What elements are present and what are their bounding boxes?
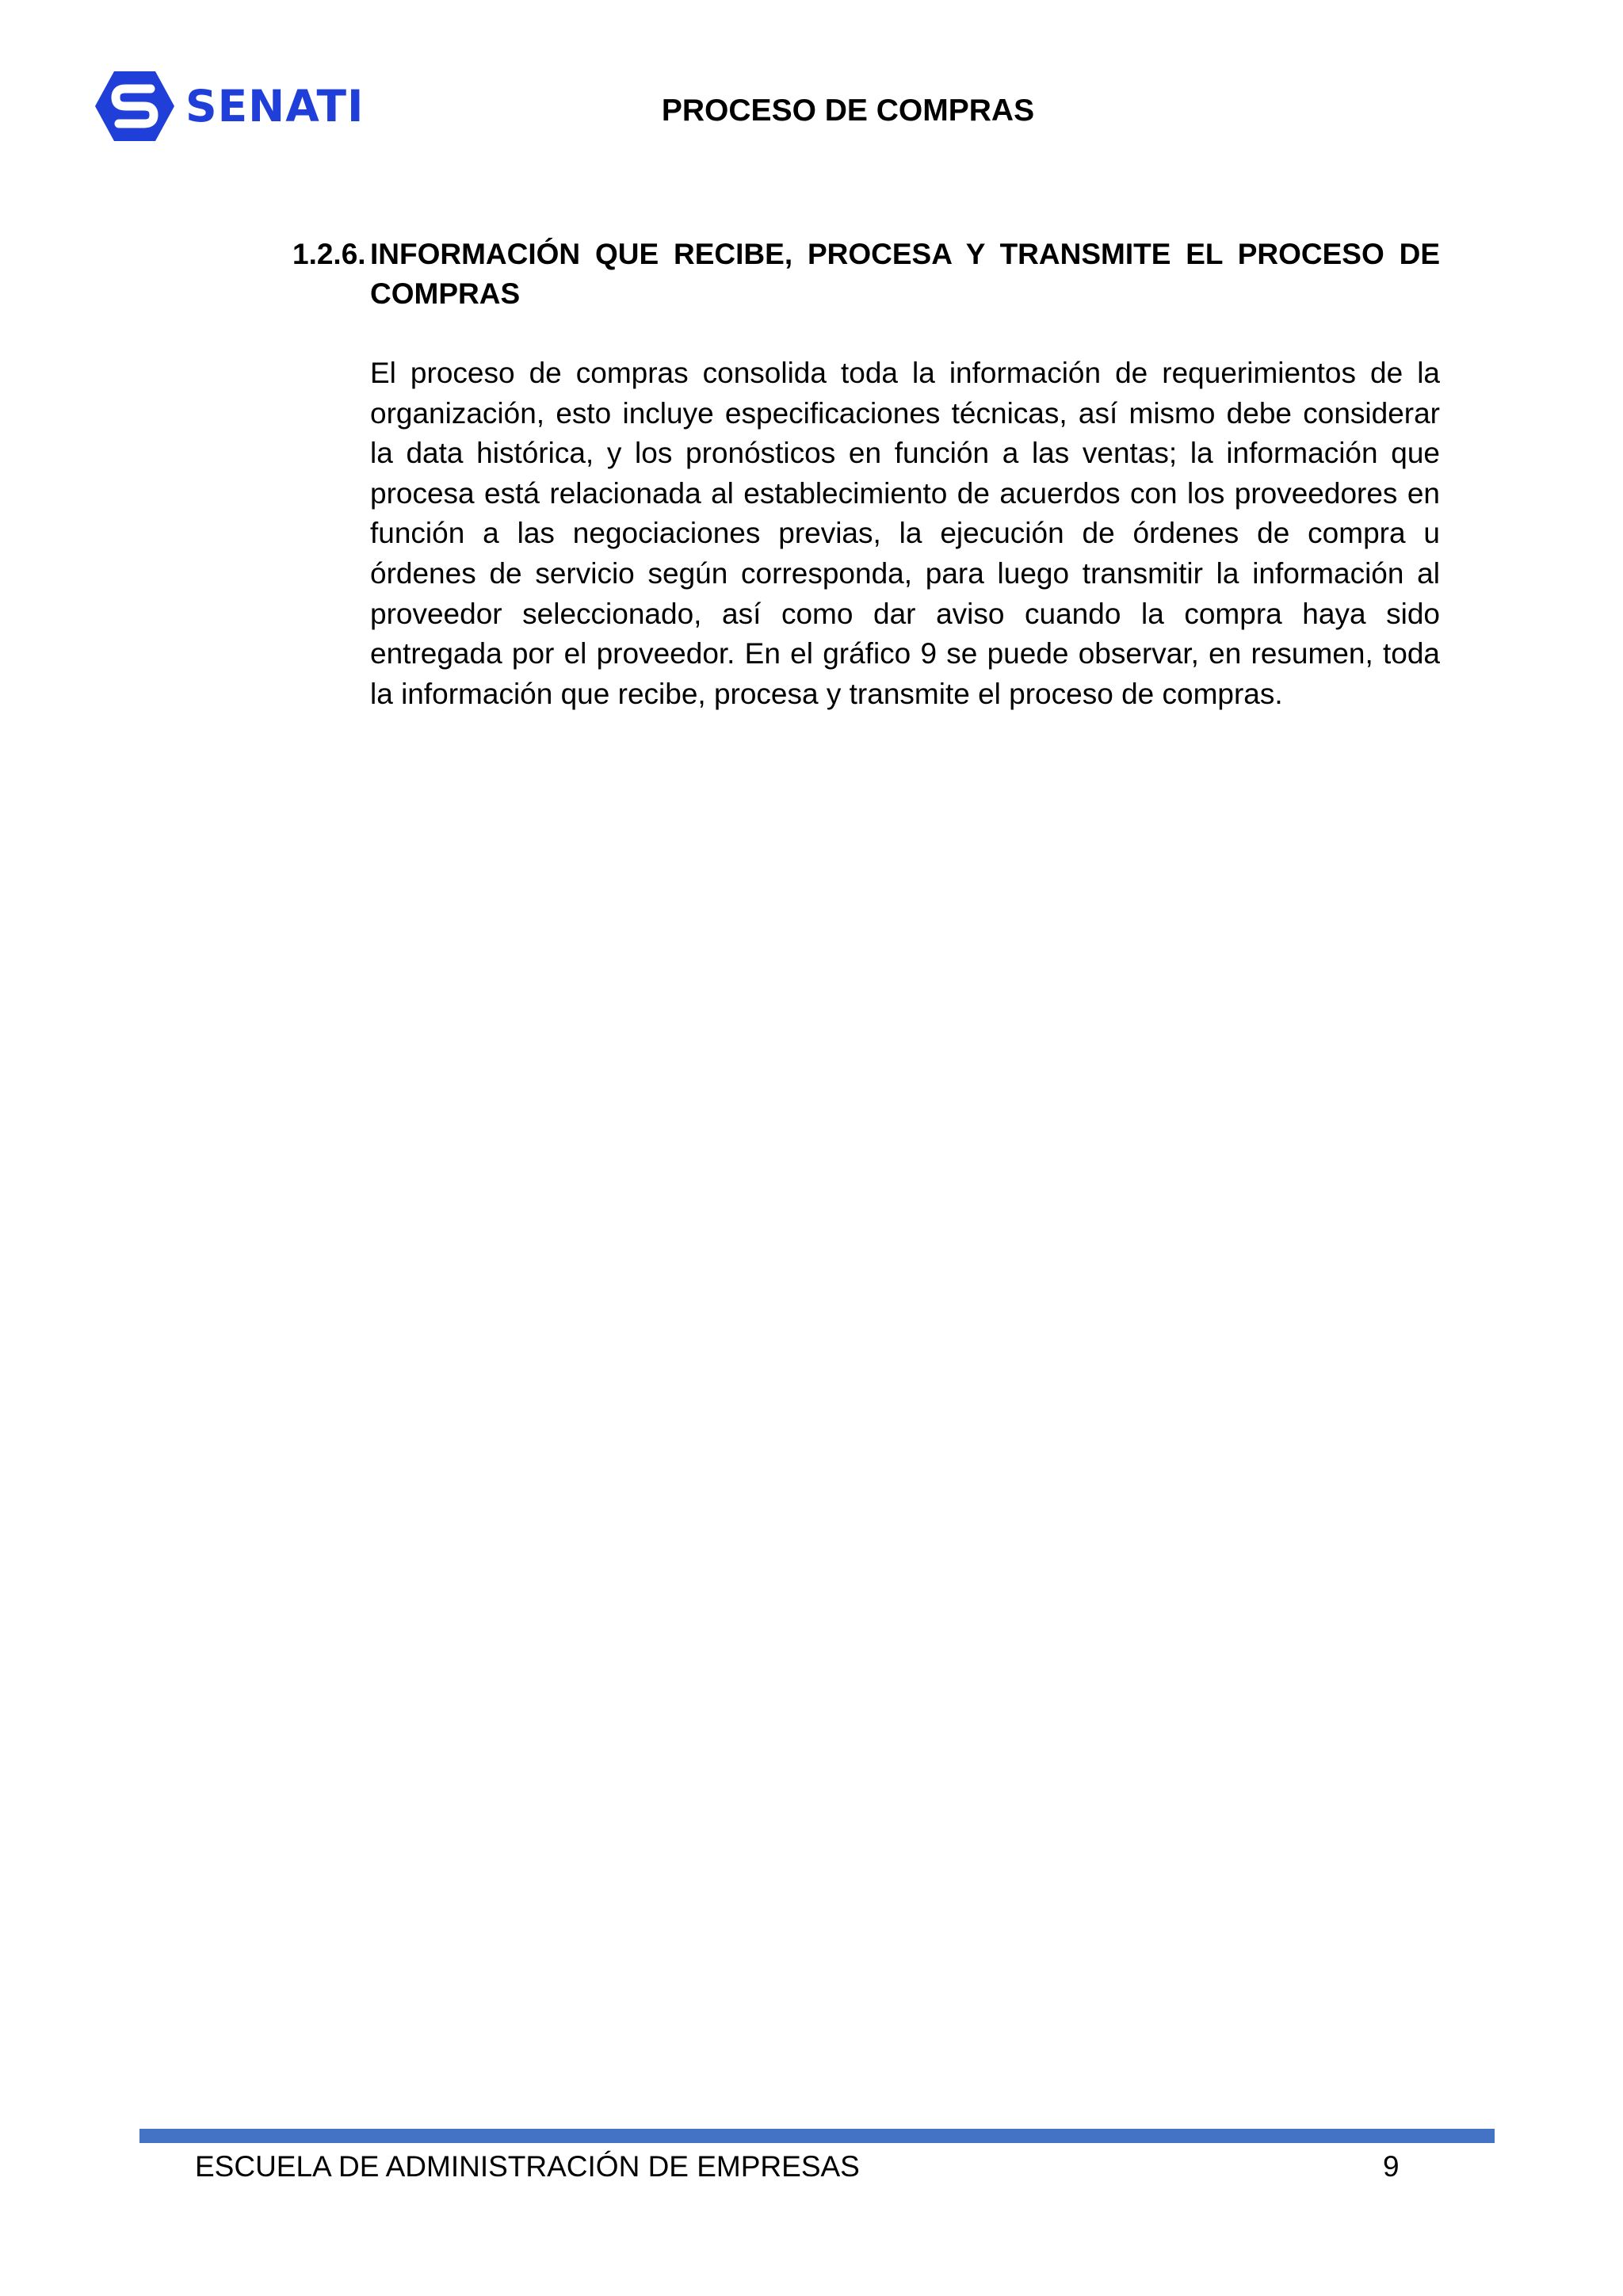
section-heading: INFORMACIÓN QUE RECIBE, PROCESA Y TRANSMITE EL PROCESO DE COMPRAS: [370, 238, 1440, 310]
senati-logo-icon: [94, 70, 176, 143]
section-number: 1.2.6.: [292, 238, 366, 270]
section-body-paragraph: El proceso de compras consolida toda la información de requerimientos de la organización, esto incluye especificaciones técnicas, así mismo debe considerar la data histórica, y los pronósticos en función a las ventas; la información que procesa está relacionada al establecimiento de acuerdos con los proveedores en función a las negociaciones previas, la ejecución de órdenes de compra u órdenes de servicio según corresponda, para luego transmitir la información al proveedor seleccionado, así como dar aviso cuando la compra haya sido entregada por el proveedor. En el gráfico 9 se puede observar, en resumen, toda la información que recibe, procesa y transmite el proceso de compras.: [370, 357, 1440, 710]
senati-logo: [94, 68, 367, 144]
footer-school-name: ESCUELA DE ADMINISTRACIÓN DE EMPRESAS: [195, 2150, 860, 2183]
footer-page-number: 9: [1383, 2150, 1400, 2183]
page-header-title: PROCESO DE COMPRAS: [661, 94, 1035, 128]
logo-wordmark: SENATI: [185, 80, 365, 132]
footer-divider: [139, 2129, 1495, 2143]
